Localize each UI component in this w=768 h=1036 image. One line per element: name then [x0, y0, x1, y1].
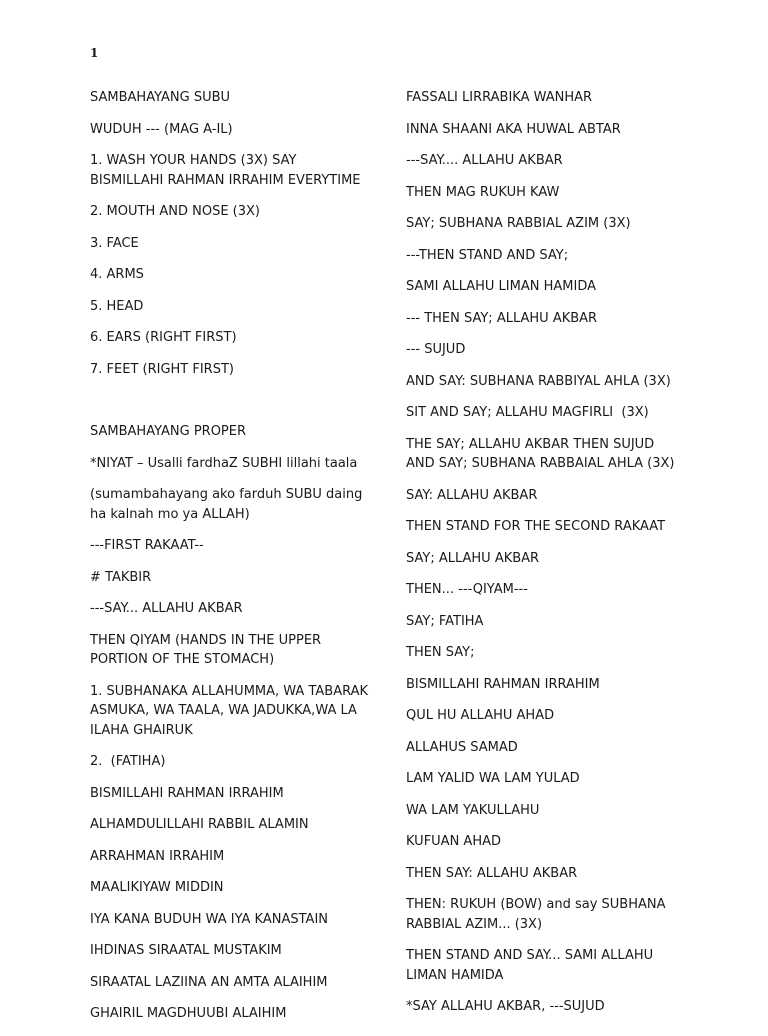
qiyam-line: THEN... ---QIYAM---	[406, 582, 528, 597]
prayer-line: INNA SHAANI AKA HUWAL ABTAR	[406, 121, 621, 137]
section-title-sambahayang-subu: SAMBAHAYANG SUBU	[90, 90, 231, 105]
prayer-line: SAMI ALLAHU LIMAN HAMIDA	[406, 279, 596, 294]
prayer-line: --- THEN SAY; ALLAHU AKBAR	[406, 310, 598, 326]
prayer-line: ---THEN STAND AND SAY;	[406, 247, 569, 263]
fatiha-line: GHAIRIL MAGDHUUBI ALAIHIM	[90, 1006, 287, 1021]
ikhlas-line: BISMILLAHI RAHMAN IRRAHIM	[406, 676, 600, 692]
prayer-line: SAY: ALLAHU AKBAR	[406, 487, 538, 503]
prayer-line: SAY; SUBHANA RABBIAL AZIM (3X)	[406, 216, 631, 231]
prayer-line: ---SAY.... ALLAHU AKBAR	[406, 153, 563, 168]
left-column	[90, 88, 370, 1036]
ikhlas-line: ALLAHUS SAMAD	[406, 739, 518, 755]
ikhlas-line: QUL HU ALLAHU AHAD	[406, 708, 555, 723]
fatiha-line: IHDINAS SIRAATAL MUSTAKIM	[90, 943, 282, 958]
right-column	[406, 88, 676, 1029]
wuduh-step: 3. FACE	[90, 235, 139, 251]
prayer-line: THEN QIYAM (HANDS IN THE UPPER PORTION OF THE STOMACH)	[90, 632, 322, 667]
prayer-line: AND SAY: SUBHANA RABBIYAL AHLA (3X)	[406, 373, 671, 389]
wuduh-step: 7. FEET (RIGHT FIRST)	[90, 361, 234, 377]
wuduh-heading: WUDUH --- (MAG A-IL)	[90, 121, 233, 137]
fatiha-line: BISMILLAHI RAHMAN IRRAHIM	[90, 785, 284, 801]
prayer-line: SIT AND SAY; ALLAHU MAGFIRLI (3X)	[406, 405, 649, 420]
fatiha-line: ARRAHMAN IRRAHIM	[90, 848, 225, 864]
prayer-line: THEN SAY: ALLAHU AKBAR	[406, 865, 578, 881]
ikhlas-line: WA LAM YAKULLAHU	[406, 802, 540, 818]
prayer-line: SAY; FATIHA	[406, 613, 484, 629]
wuduh-step: 2. MOUTH AND NOSE (3X)	[90, 204, 260, 219]
second-rakaat-heading: THEN STAND FOR THE SECOND RAKAAT	[406, 519, 666, 534]
prayer-line: THEN STAND AND SAY... SAMI ALLAHU LIMAN HAMIDA	[406, 948, 654, 983]
fatiha-line: SIRAATAL LAZIINA AN AMTA ALAIHIM	[90, 974, 328, 990]
niyat-translation: (sumambahayang ako farduh SUBU daing ha kalnah mo ya ALLAH)	[90, 487, 363, 522]
fatiha-line: ALHAMDULILLAHI RABBIL ALAMIN	[90, 817, 309, 832]
prayer-line: *SAY ALLAHU AKBAR, ---SUJUD	[406, 999, 605, 1014]
prayer-line: FASSALI LIRRABIKA WANHAR	[406, 90, 593, 105]
prayer-line: ---SAY... ALLAHU AKBAR	[90, 601, 243, 616]
section-title-sambahayang-proper: SAMBAHAYANG PROPER	[90, 424, 247, 439]
niyat-line: *NIYAT – Usalli fardhaZ SUBHI lillahi taala	[90, 455, 358, 471]
page-number: 1	[90, 46, 99, 60]
wuduh-step: 6. EARS (RIGHT FIRST)	[90, 330, 237, 345]
rukuh-line: THEN MAG RUKUH KAW	[406, 184, 560, 200]
ikhlas-line: LAM YALID WA LAM YULAD	[406, 771, 580, 786]
prayer-line: THEN: RUKUH (BOW) and say SUBHANA RABBIAL AZIM... (3X)	[406, 897, 666, 932]
blank-line	[90, 391, 370, 422]
wuduh-step: 4. ARMS	[90, 267, 144, 282]
first-rakaat-heading: ---FIRST RAKAAT--	[90, 538, 204, 553]
sujud-heading: --- SUJUD	[406, 342, 466, 357]
wuduh-step: 1. WASH YOUR HANDS (3X) SAY BISMILLAHI RAHMAN IRRAHIM EVERYTIME	[90, 153, 361, 188]
fatiha-line: IYA KANA BUDUH WA IYA KANASTAIN	[90, 911, 328, 927]
ikhlas-line: KUFUAN AHAD	[406, 834, 502, 849]
prayer-line: 1. SUBHANAKA ALLAHUMMA, WA TABARAK ASMUKA, WA TAALA, WA JADUKKA,WA LA ILAHA GHAIRUK	[90, 683, 369, 738]
fatiha-heading: 2. (FATIHA)	[90, 754, 166, 769]
prayer-line: SAY; ALLAHU AKBAR	[406, 550, 540, 566]
takbir-heading: # TAKBIR	[90, 569, 152, 585]
wuduh-step: 5. HEAD	[90, 298, 144, 314]
prayer-line: THE SAY; ALLAHU AKBAR THEN SUJUD AND SAY; SUBHANA RABBAIAL AHLA (3X)	[406, 436, 675, 471]
fatiha-line: MAALIKIYAW MIDDIN	[90, 880, 224, 895]
prayer-line: THEN SAY;	[406, 645, 475, 660]
